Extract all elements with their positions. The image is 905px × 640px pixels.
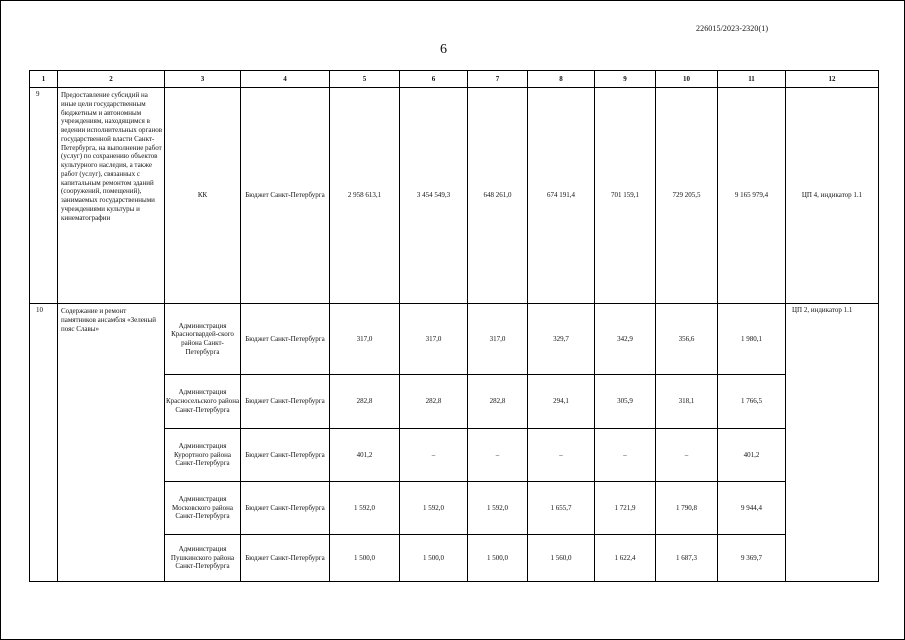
executor-cell: Администрация Московского района Санкт-Петербурга [165,482,241,535]
measure-description: Содержание и ремонт памятников ансамбля «Зеленый пояс Славы» [58,304,165,582]
value-cell: 282,8 [330,375,400,429]
table-row [30,304,879,375]
table-row [30,88,879,304]
funding-source-cell: Бюджет Санкт-Петербурга [241,482,330,535]
value-cell: 3 454 549,3 [400,88,468,304]
executor-cell: Администрация Пушкинского района Санкт-Петербурга [165,535,241,582]
value-cell: 317,0 [468,304,528,375]
value-cell: – [400,429,468,482]
document-number: 226015/2023-2320(1) [696,24,769,33]
value-cell: 1 687,3 [656,535,718,582]
value-cell: 674 191,4 [528,88,595,304]
executor-cell: Администрация Курортного района Санкт-Петербурга [165,429,241,482]
value-cell: 1 790,8 [656,482,718,535]
col-header: 4 [241,71,330,88]
total-cell: 1 766,5 [718,375,786,429]
budget-table [29,70,879,582]
target-indicator-cell: ЦП 2, индикатор 1.1 [786,304,879,582]
executor-cell: КК [165,88,241,304]
value-cell: 1 592,0 [400,482,468,535]
value-cell: 648 261,0 [468,88,528,304]
value-cell: 342,9 [595,304,656,375]
value-cell: 1 500,0 [468,535,528,582]
total-cell: 9 944,4 [718,482,786,535]
value-cell: 729 205,5 [656,88,718,304]
funding-source-cell: Бюджет Санкт-Петербурга [241,535,330,582]
header-row [30,71,879,88]
row-number: 10 [30,304,58,582]
funding-source-cell: Бюджет Санкт-Петербурга [241,375,330,429]
value-cell: 318,1 [656,375,718,429]
col-header: 9 [595,71,656,88]
page-number: 6 [440,42,447,57]
value-cell: 294,1 [528,375,595,429]
value-cell: 1 500,0 [400,535,468,582]
col-header: 5 [330,71,400,88]
total-cell: 9 165 979,4 [718,88,786,304]
value-cell: 282,8 [468,375,528,429]
value-cell: 1 592,0 [468,482,528,535]
value-cell: – [656,429,718,482]
total-cell: 401,2 [718,429,786,482]
col-header: 1 [30,71,58,88]
funding-source-cell: Бюджет Санкт-Петербурга [241,88,330,304]
value-cell: 1 721,9 [595,482,656,535]
value-cell: 356,6 [656,304,718,375]
col-header: 12 [786,71,879,88]
funding-source-cell: Бюджет Санкт-Петербурга [241,429,330,482]
col-header: 6 [400,71,468,88]
value-cell: 329,7 [528,304,595,375]
total-cell: 1 980,1 [718,304,786,375]
value-cell: – [595,429,656,482]
value-cell: 317,0 [400,304,468,375]
value-cell: 2 958 613,1 [330,88,400,304]
value-cell: 1 622,4 [595,535,656,582]
total-cell: 9 369,7 [718,535,786,582]
col-header: 11 [718,71,786,88]
target-indicator-cell: ЦП 4, индикатор 1.1 [786,88,879,304]
col-header: 7 [468,71,528,88]
value-cell: 1 655,7 [528,482,595,535]
executor-cell: Администрация Красносельского района Санкт-Петербурга [165,375,241,429]
funding-source-cell: Бюджет Санкт-Петербурга [241,304,330,375]
value-cell: 701 159,1 [595,88,656,304]
measure-description: Предоставление субсидий на иные цели государственным бюджетным и автономным учреждениям, находящимся в ведении исполнительных органов государственной власти Санкт-Петербурга, на выполнение работ (услуг) по сохранению объектов культурного наследия, а также работ (услуг), связанных с капитальным ремонтом зданий (сооружений, помещений), занимаемых государственными учреждениями культуры и кинематографии [58,88,165,304]
value-cell: 1 592,0 [330,482,400,535]
value-cell: 305,9 [595,375,656,429]
col-header: 2 [58,71,165,88]
value-cell: 401,2 [330,429,400,482]
value-cell: 317,0 [330,304,400,375]
value-cell: – [468,429,528,482]
value-cell: 1 500,0 [330,535,400,582]
row-number: 9 [30,88,58,304]
executor-cell: Администрация Красногвардей-ского района Санкт-Петербурга [165,304,241,375]
col-header: 3 [165,71,241,88]
col-header: 10 [656,71,718,88]
value-cell: – [528,429,595,482]
value-cell: 282,8 [400,375,468,429]
value-cell: 1 560,0 [528,535,595,582]
col-header: 8 [528,71,595,88]
